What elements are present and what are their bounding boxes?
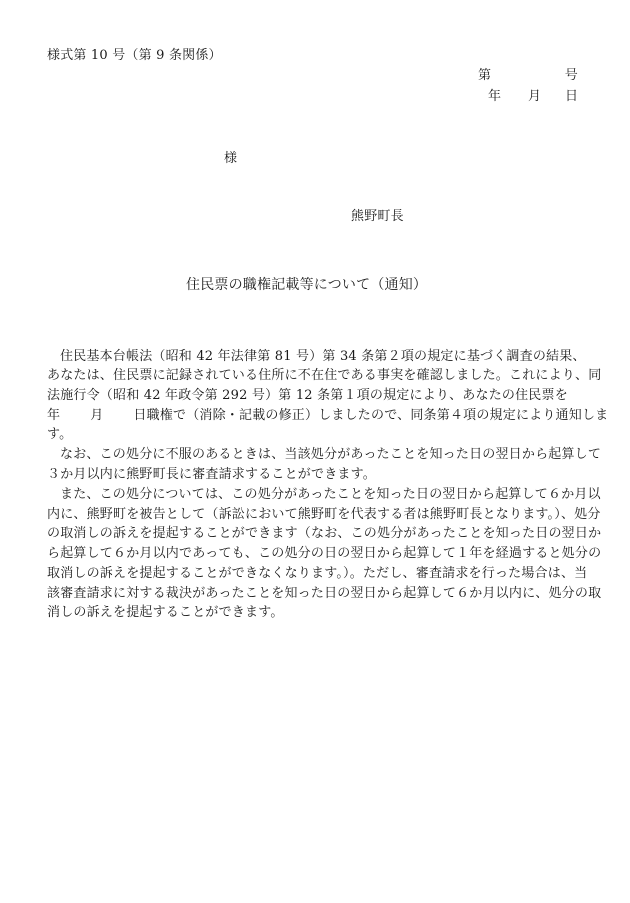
body-paragraph3-line4: ら起算して６か月以内であっても、この処分の日の翌日から起算して１年を経過すると処分の — [47, 546, 602, 561]
line4-rest: 日職権で（消除・記載の修正）しましたので、同条第４項の規定により通知しま — [133, 408, 609, 423]
body-paragraph3-line5: 取消しの訴えを提起することができなくなります。）。ただし、審査請求を行った場合は、当 — [47, 566, 588, 581]
body-paragraph1-line5: す。 — [47, 427, 73, 442]
body-paragraph3-line2: 内に、熊野町を被告として（訴訟において熊野町を代表する者は熊野町長となります。）、処分 — [47, 507, 601, 522]
body-paragraph3-line6: 該審査請求に対する裁決があったことを知った日の翌日から起算して６か月以内に、処分の取 — [47, 586, 602, 601]
date-day: 日 — [565, 89, 579, 104]
document-title: 住民票の職権記載等について（通知） — [186, 277, 428, 293]
body-paragraph1-line4 — [47, 407, 608, 425]
blank-month: 月 — [90, 408, 104, 423]
body-paragraph1-line3: 法施行令（昭和 42 年政令第 292 号）第 12 条第１項の規定により、あなたの住民票を — [47, 388, 568, 403]
body-paragraph3-line3: の取消しの訴えを提起することができます（なお、この処分があったことを知った日の翌日か — [47, 526, 602, 541]
document-number-prefix: 第 — [478, 68, 492, 83]
body-paragraph3-line1: また、この処分については、この処分があったことを知った日の翌日から起算して６か月以 — [60, 487, 601, 502]
body-paragraph3-line7: 消しの訴えを提起することができます。 — [47, 605, 284, 620]
body-paragraph2-line2: ３か月以内に熊野町長に審査請求することができます。 — [47, 467, 376, 482]
form-label: 様式第 10 号（第 9 条関係） — [47, 48, 222, 63]
date-month: 月 — [528, 89, 542, 104]
document-number-suffix: 号 — [564, 68, 578, 83]
body-paragraph1-line1: 住民基本台帳法（昭和 42 年法律第 81 号）第 34 条第２項の規定に基づく調査の結果、 — [60, 349, 586, 364]
sender-name: 熊野町長 — [351, 209, 404, 224]
addressee-honorific: 様 — [224, 151, 238, 166]
body-paragraph2-line1: なお、この処分に不服のあるときは、当該処分があったことを知った日の翌日から起算して — [60, 447, 602, 462]
date-year: 年 — [488, 89, 502, 104]
body-paragraph1-line2: あなたは、住民票に記録されている住所に不在住である事実を確認しました。これにより、同 — [47, 368, 602, 383]
blank-year: 年 — [47, 408, 61, 423]
